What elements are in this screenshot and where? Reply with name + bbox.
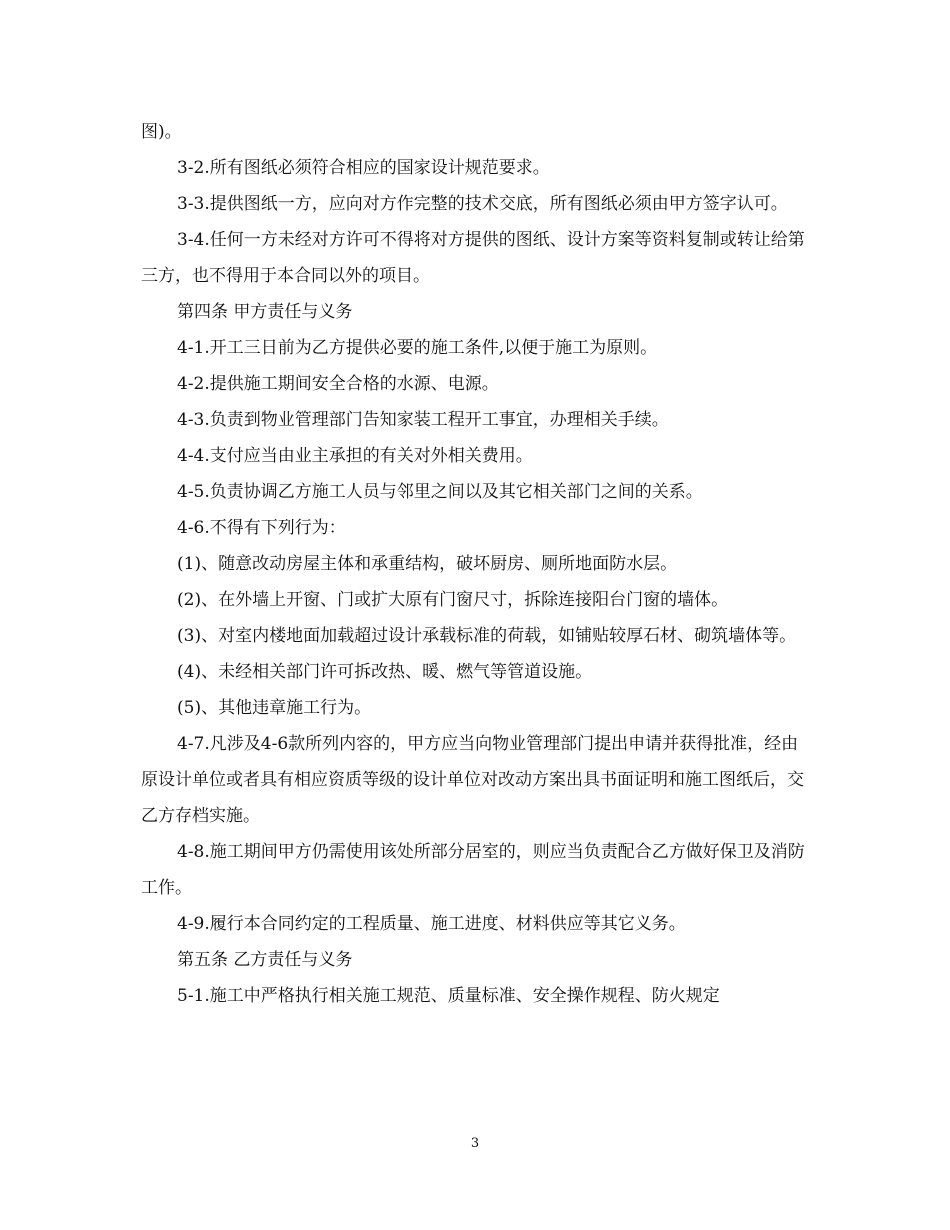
paragraph: 4-7.凡涉及4-6款所列内容的，甲方应当向物业管理部门提出申请并获得批准，经由原设计单位或者具有相应资质等级的设计单位对改动方案出具书面证明和施工图纸后，交乙方存档实施。	[141, 734, 804, 826]
paragraph: 第四条 甲方责任与义务	[177, 302, 353, 322]
paragraph: (1)、随意改动房屋主体和承重结构，破坏厨房、厕所地面防水层。	[177, 554, 678, 574]
paragraph: 3-3.提供图纸一方，应向对方作完整的技术交底，所有图纸必须由甲方签字认可。	[177, 194, 788, 214]
paragraph: (3)、对室内楼地面加载超过设计承载标准的荷载，如铺贴较厚石材、砌筑墙体等。	[177, 626, 797, 646]
paragraph: 图)。	[141, 122, 182, 142]
paragraph: (4)、未经相关部门许可拆改热、暖、燃气等管道设施。	[177, 662, 593, 682]
paragraph: 4-4.支付应当由业主承担的有关对外相关费用。	[177, 446, 533, 466]
paragraph: 第五条 乙方责任与义务	[177, 950, 353, 970]
paragraph: (5)、其他违章施工行为。	[177, 698, 372, 718]
paragraph: 4-8.施工期间甲方仍需使用该处所部分居室的，则应当负责配合乙方做好保卫及消防工作。	[141, 842, 805, 898]
paragraph: 4-5.负责协调乙方施工人员与邻里之间以及其它相关部门之间的关系。	[177, 482, 703, 502]
paragraph: 4-9.履行本合同约定的工程质量、施工进度、材料供应等其它义务。	[177, 914, 686, 934]
paragraph: 4-6.不得有下列行为：	[177, 518, 346, 538]
paragraph: (2)、在外墙上开窗、门或扩大原有门窗尺寸，拆除连接阳台门窗的墙体。	[177, 590, 729, 610]
paragraph: 4-1.开工三日前为乙方提供必要的施工条件,以便于施工为原则。	[177, 338, 658, 358]
page-number: 3	[470, 1136, 480, 1151]
paragraph: 4-3.负责到物业管理部门告知家装工程开工事宜，办理相关手续。	[177, 410, 669, 430]
document-body	[141, 114, 811, 1014]
paragraph: 5-1.施工中严格执行相关施工规范、质量标准、安全操作规程、防火规定	[177, 986, 720, 1006]
paragraph: 4-2.提供施工期间安全合格的水源、电源。	[177, 374, 499, 394]
paragraph: 3-2.所有图纸必须符合相应的国家设计规范要求。	[177, 158, 550, 178]
paragraph: 3-4.任何一方未经对方许可不得将对方提供的图纸、设计方案等资料复制或转让给第三方，也不得用于本合同以外的项目。	[141, 230, 805, 286]
